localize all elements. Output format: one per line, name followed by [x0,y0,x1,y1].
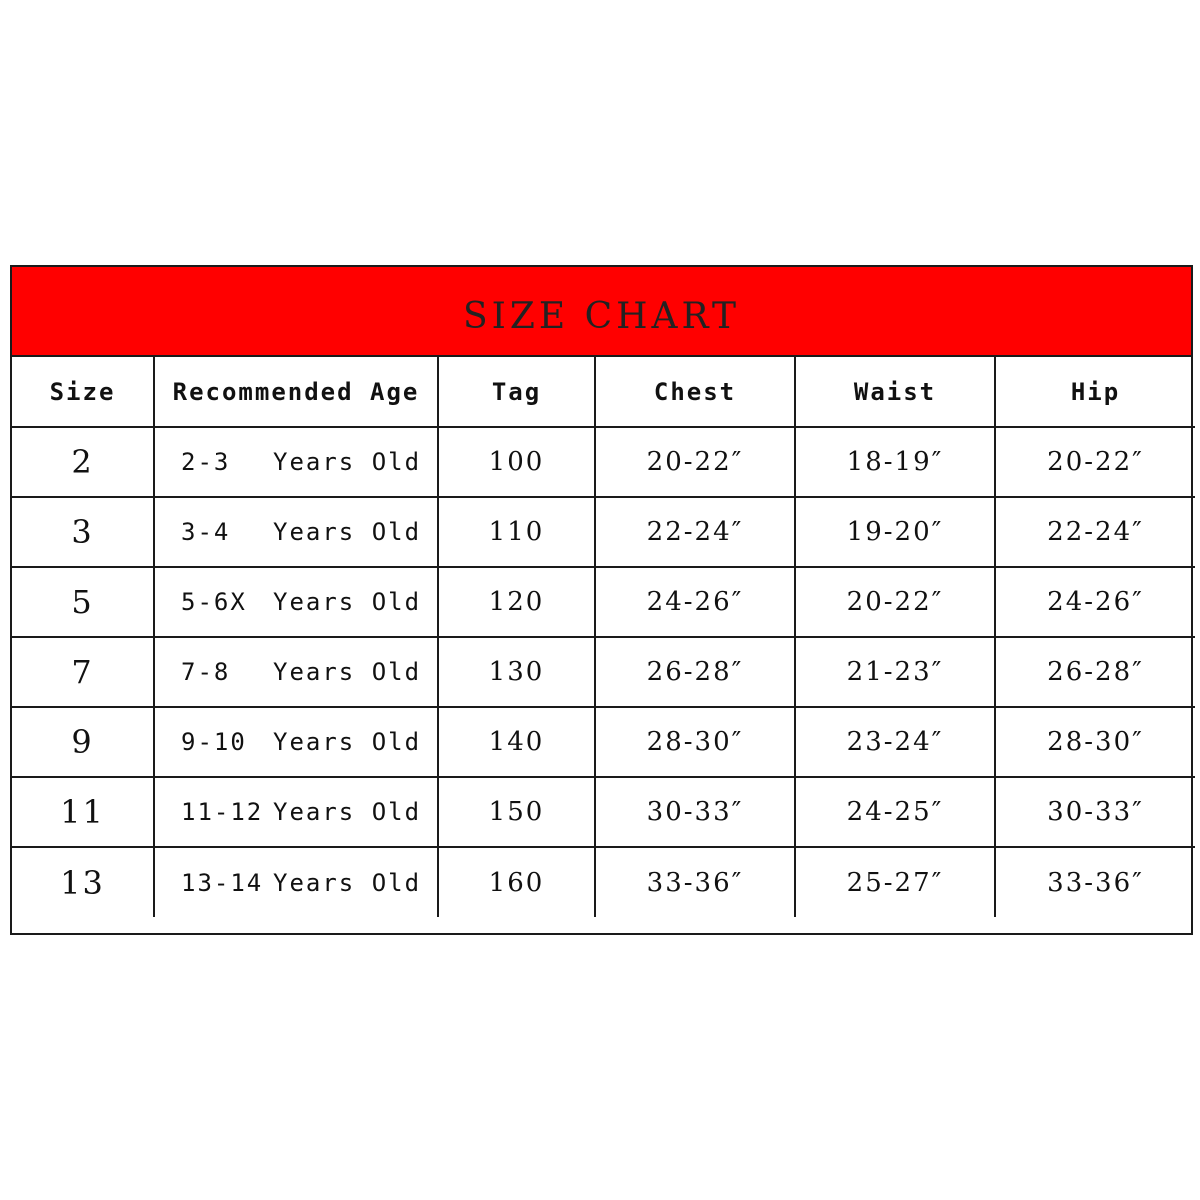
age-suffix: Years Old [273,868,422,897]
age-suffix: Years Old [273,448,422,476]
size-cell: 9 [12,707,154,777]
chest-cell: 28-30″ [595,707,795,777]
waist-cell: 18-19″ [795,427,995,497]
recommended-age-cell [154,427,438,497]
age-range: 2-3 [181,448,231,476]
column-header-chest: Chest [595,357,795,427]
size-table [12,357,1195,917]
age-range: 5-6X [181,588,247,616]
chest-cell: 24-26″ [595,567,795,637]
size-cell: 7 [12,637,154,707]
age-suffix: Years Old [273,798,422,826]
size-cell: 3 [12,497,154,567]
tag-cell: 140 [438,707,595,777]
hip-cell: 26-28″ [995,637,1195,707]
age-suffix: Years Old [273,588,422,616]
size-chart [10,265,1193,935]
tag-cell: 150 [438,777,595,847]
column-header-recommended-age: Recommended Age [154,357,438,427]
table-row [12,707,1195,777]
chest-cell: 20-22″ [595,427,795,497]
age-suffix: Years Old [273,658,422,686]
hip-cell: 33-36″ [995,847,1195,917]
column-header-tag: Tag [438,357,595,427]
column-header-waist: Waist [795,357,995,427]
chest-cell: 26-28″ [595,637,795,707]
header-row [12,357,1195,427]
age-range: 11-12 [181,798,264,826]
size-chart-title: SIZE CHART [462,295,741,337]
size-table-body [12,427,1195,917]
hip-cell: 22-24″ [995,497,1195,567]
waist-cell: 25-27″ [795,847,995,917]
table-row [12,427,1195,497]
hip-cell: 28-30″ [995,707,1195,777]
waist-cell: 20-22″ [795,567,995,637]
size-cell: 11 [12,777,154,847]
age-range: 13-14 [181,868,264,897]
waist-cell: 23-24″ [795,707,995,777]
size-cell: 5 [12,567,154,637]
table-row [12,497,1195,567]
tag-cell: 130 [438,637,595,707]
size-chart-title-bar [12,267,1191,357]
chest-cell: 22-24″ [595,497,795,567]
column-header-size: Size [12,357,154,427]
age-range: 7-8 [181,658,231,686]
recommended-age-cell [154,847,438,917]
waist-cell: 24-25″ [795,777,995,847]
chest-cell: 30-33″ [595,777,795,847]
recommended-age-cell [154,777,438,847]
tag-cell: 160 [438,847,595,917]
size-cell: 13 [12,847,154,917]
tag-cell: 120 [438,567,595,637]
hip-cell: 30-33″ [995,777,1195,847]
recommended-age-cell [154,567,438,637]
table-row [12,847,1195,917]
waist-cell: 21-23″ [795,637,995,707]
hip-cell: 20-22″ [995,427,1195,497]
tag-cell: 110 [438,497,595,567]
tag-cell: 100 [438,427,595,497]
column-header-hip: Hip [995,357,1195,427]
hip-cell: 24-26″ [995,567,1195,637]
recommended-age-cell [154,707,438,777]
table-row [12,777,1195,847]
chest-cell: 33-36″ [595,847,795,917]
age-range: 9-10 [181,728,247,756]
recommended-age-cell [154,637,438,707]
age-range: 3-4 [181,518,231,546]
waist-cell: 19-20″ [795,497,995,567]
size-cell: 2 [12,427,154,497]
recommended-age-cell [154,497,438,567]
table-row [12,637,1195,707]
age-suffix: Years Old [273,728,422,756]
age-suffix: Years Old [273,518,422,546]
table-row [12,567,1195,637]
